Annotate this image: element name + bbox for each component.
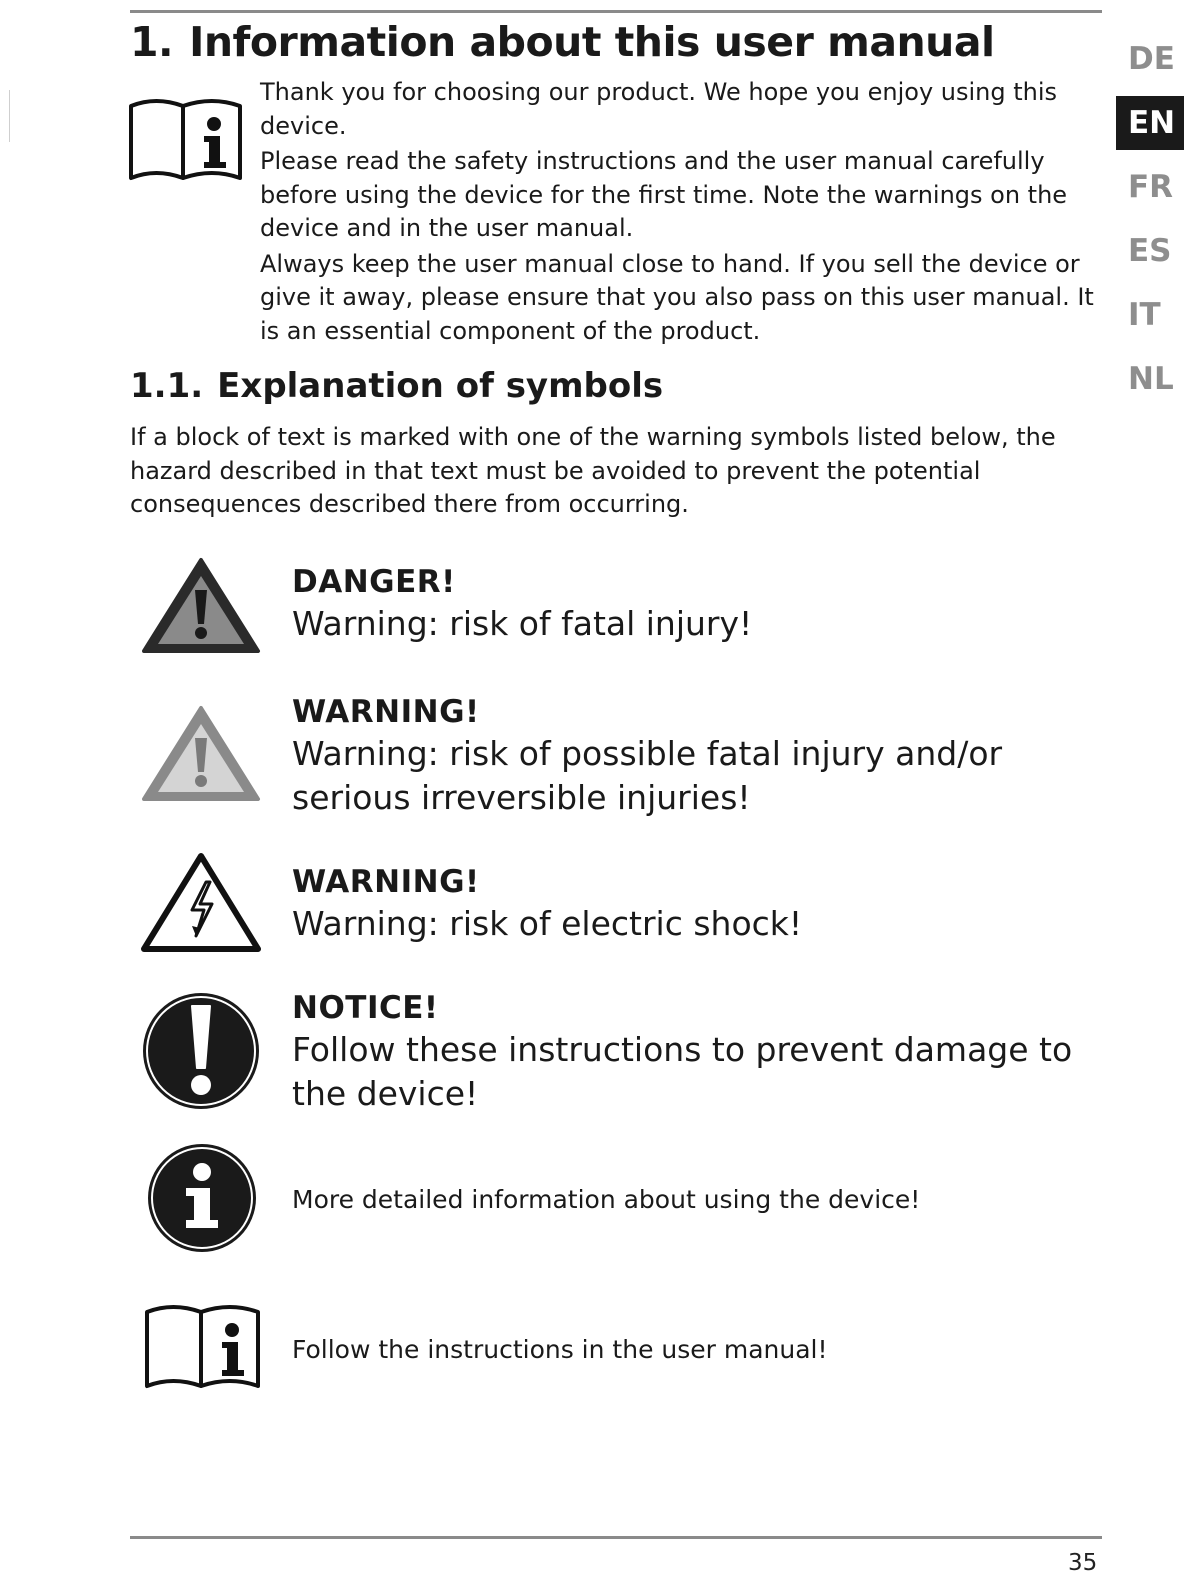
page-number: 35	[1068, 1550, 1098, 1576]
subsection-title-text: Explanation of symbols	[217, 366, 664, 406]
symbol-row-electric-shock	[140, 852, 1100, 962]
language-tab-es[interactable]: ES	[1128, 233, 1172, 269]
notice-exclamation-icon	[140, 990, 262, 1116]
language-tabs	[1116, 32, 1184, 416]
symbol-description: Warning: risk of possible fatal injury and/or serious irreversible injuries!	[292, 734, 1003, 817]
danger-triangle-icon	[140, 556, 262, 660]
symbol-row-danger	[140, 556, 1100, 666]
symbol-title: NOTICE!	[292, 990, 439, 1026]
manual-book-icon	[128, 96, 244, 188]
electric-shock-icon	[140, 852, 262, 958]
subsection-number: 1.1.	[130, 366, 204, 406]
section-title: Information about this user manual	[189, 18, 995, 66]
symbol-description: Follow these instructions to prevent damage to the device!	[292, 1030, 1073, 1113]
bottom-rule	[130, 1536, 1102, 1539]
top-rule	[130, 10, 1102, 13]
symbol-row-info	[140, 1142, 1100, 1258]
margin-mark	[9, 90, 10, 142]
language-tab-it[interactable]: IT	[1128, 297, 1161, 333]
symbol-title: WARNING!	[292, 694, 480, 730]
language-tab-de[interactable]: DE	[1128, 41, 1175, 77]
symbol-row-warning	[140, 694, 1100, 834]
symbol-row-notice	[140, 990, 1100, 1120]
intro-text	[260, 76, 1100, 350]
intro-paragraph: Always keep the user manual close to hand. If you sell the device or give it away, please ensure that you also pass on this user manual. It is an essential component of the product.	[260, 249, 1094, 345]
page-title	[130, 18, 995, 66]
symbol-description: Warning: risk of electric shock!	[292, 904, 803, 943]
manual-book-icon	[144, 1302, 262, 1396]
symbol-description: Follow the instructions in the user manual!	[292, 1335, 828, 1364]
language-tab-en[interactable]: EN	[1116, 96, 1184, 150]
intro-paragraph: Please read the safety instructions and the user manual carefully before using the device for the first time. Note the warnings on the device and in the user manual.	[260, 147, 1068, 242]
intro-paragraph: Thank you for choosing our product. We hope you enjoy using this device.	[260, 78, 1058, 140]
symbol-description: More detailed information about using the device!	[292, 1185, 921, 1214]
warning-triangle-icon	[140, 704, 262, 808]
subsection-title	[130, 366, 663, 406]
info-circle-icon	[146, 1142, 258, 1258]
section-number: 1.	[130, 18, 174, 66]
symbol-title: DANGER!	[292, 564, 456, 600]
language-tab-nl[interactable]: NL	[1128, 361, 1174, 397]
language-tab-fr[interactable]: FR	[1128, 169, 1174, 205]
lead-paragraph: If a block of text is marked with one of the warning symbols listed below, the hazard described in that text must be avoided to prevent the potential consequences described there from occurring.	[130, 423, 1056, 518]
symbol-description: Warning: risk of fatal injury!	[292, 604, 753, 643]
symbol-row-manual	[140, 1302, 1100, 1402]
symbol-title: WARNING!	[292, 864, 480, 900]
